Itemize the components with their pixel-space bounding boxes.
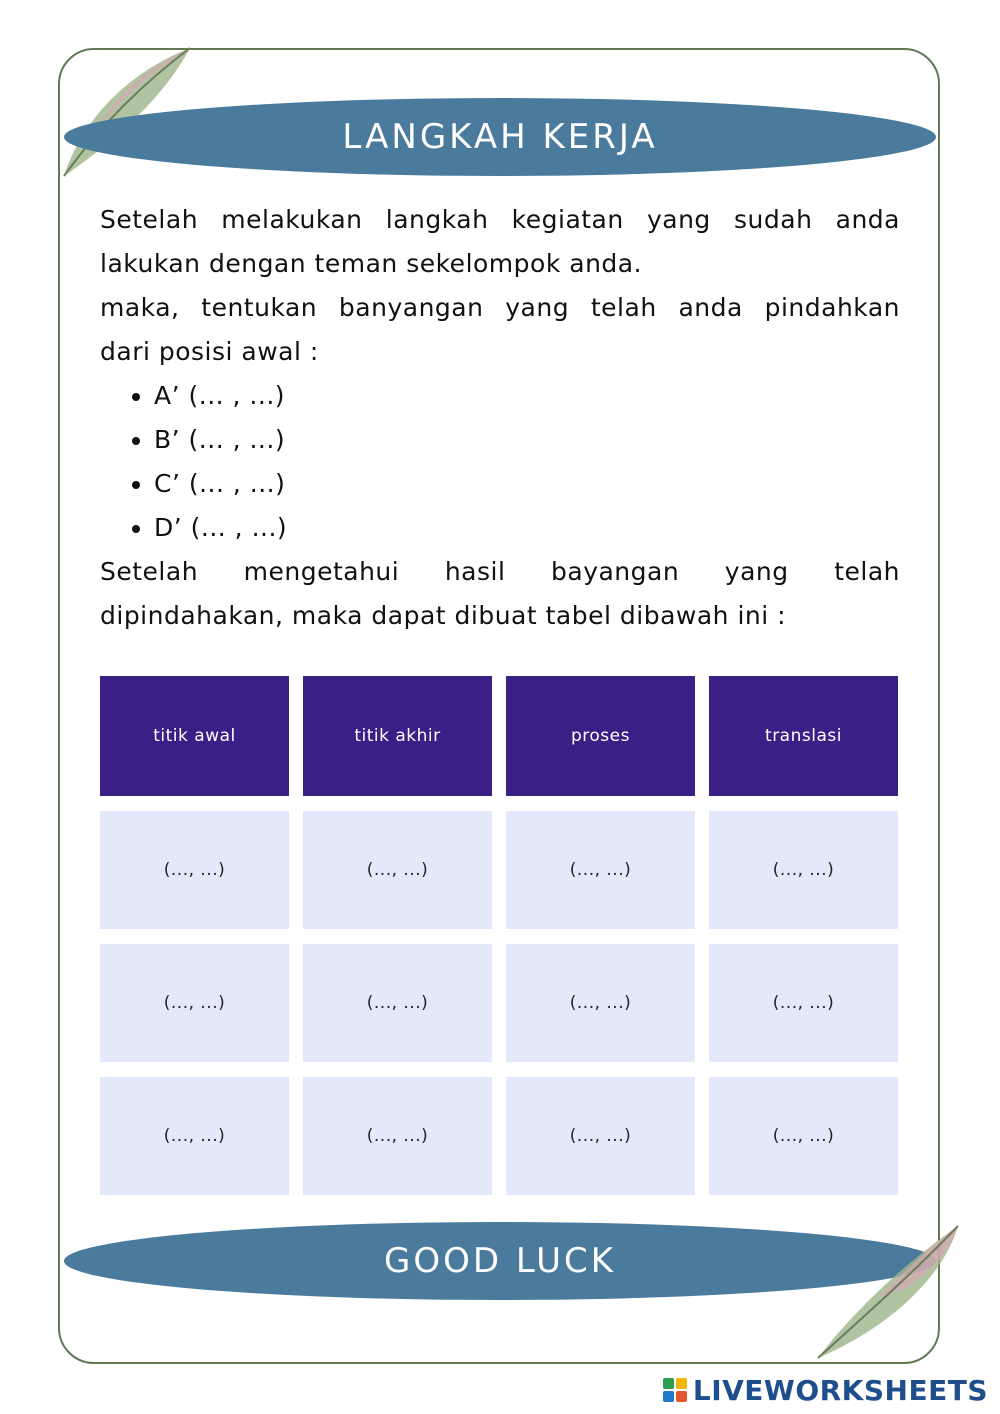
- brand-name: LIVEWORKSHEETS: [692, 1373, 988, 1407]
- instructions: [100, 198, 900, 638]
- answer-table: [100, 676, 900, 1195]
- table-cell[interactable]: (..., ...): [100, 1077, 289, 1195]
- table-cell[interactable]: (..., ...): [709, 1077, 898, 1195]
- point-list: [100, 374, 900, 550]
- paragraph-2-line-1: maka, tentukan banyangan yang telah anda pindahkan: [100, 293, 900, 322]
- table-header: titik awal: [100, 676, 289, 796]
- table-cell[interactable]: (..., ...): [709, 811, 898, 929]
- table-cell[interactable]: (..., ...): [100, 811, 289, 929]
- list-item: • B’ (... , ...): [154, 418, 900, 462]
- footer-banner: [64, 1222, 936, 1300]
- table-header: proses: [506, 676, 695, 796]
- table-header: translasi: [709, 676, 898, 796]
- table-cell[interactable]: (..., ...): [709, 944, 898, 1062]
- paragraph-1-line-1: Setelah melakukan langkah kegiatan yang sudah anda: [100, 205, 900, 234]
- table-cell[interactable]: (..., ...): [303, 811, 492, 929]
- table-header: titik akhir: [303, 676, 492, 796]
- table-cell[interactable]: (..., ...): [506, 944, 695, 1062]
- paragraph-2-line-2: dari posisi awal :: [100, 337, 319, 366]
- page-title: LANGKAH KERJA: [342, 117, 658, 157]
- table-cell[interactable]: (..., ...): [303, 944, 492, 1062]
- header-banner: [64, 98, 936, 176]
- table-cell[interactable]: (..., ...): [506, 1077, 695, 1195]
- feather-icon: [808, 1218, 968, 1368]
- brand-watermark: [663, 1372, 988, 1408]
- table-cell[interactable]: (..., ...): [303, 1077, 492, 1195]
- table-cell[interactable]: (..., ...): [100, 944, 289, 1062]
- paragraph-3-line-2: dipindahakan, maka dapat dibuat tabel dibawah ini :: [100, 601, 787, 630]
- footer-title: GOOD LUCK: [383, 1241, 617, 1281]
- list-item: • C’ (... , ...): [154, 462, 900, 506]
- brand-logo-icon: [663, 1378, 687, 1402]
- list-item: • D’ (... , ...): [154, 506, 900, 550]
- table-cell[interactable]: (..., ...): [506, 811, 695, 929]
- paragraph-3-line-1: Setelah mengetahui hasil bayangan yang telah: [100, 557, 900, 586]
- paragraph-1-line-2: lakukan dengan teman sekelompok anda.: [100, 249, 643, 278]
- list-item: • A’ (... , ...): [154, 374, 900, 418]
